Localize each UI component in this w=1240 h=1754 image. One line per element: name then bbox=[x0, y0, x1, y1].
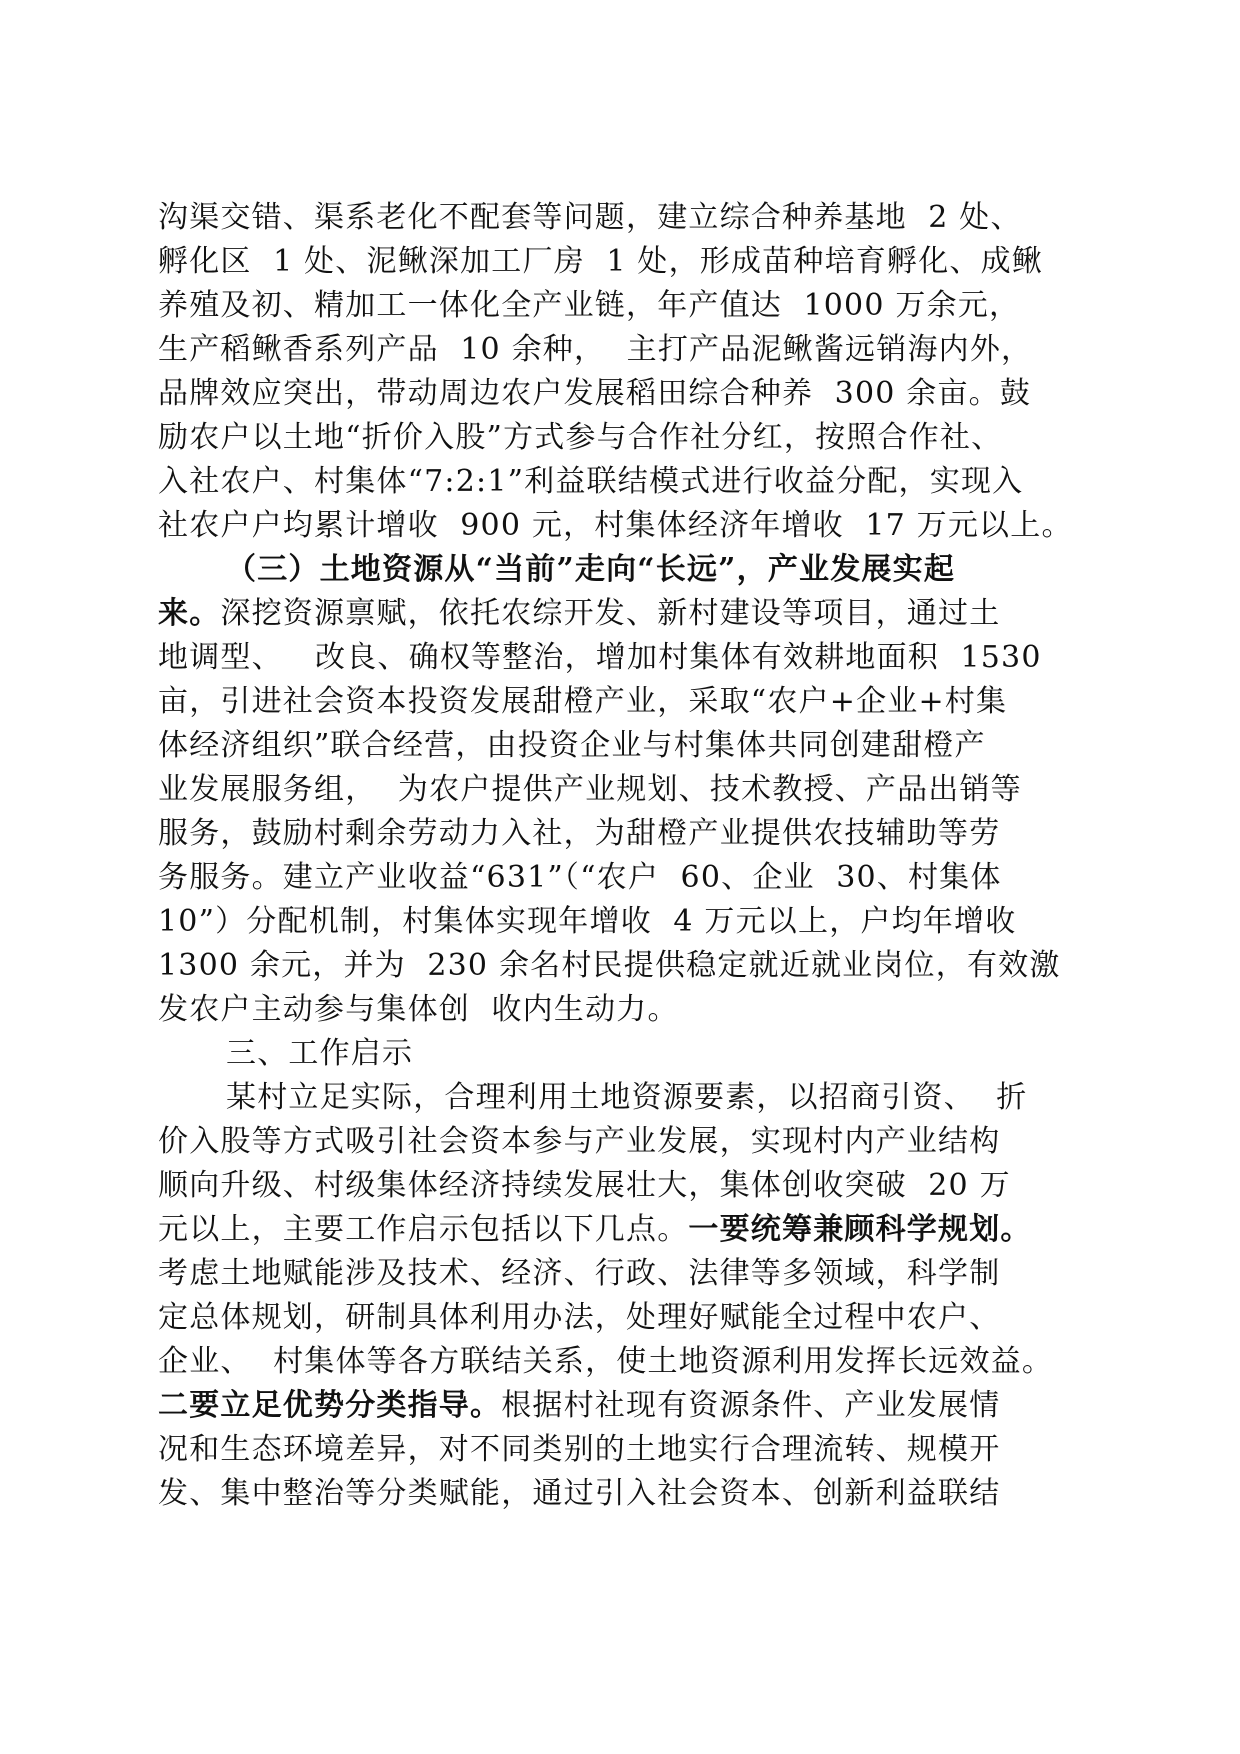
paragraph-line: 体经济组织”联合经营，由投资企业与村集体共同创建甜橙产 bbox=[158, 728, 986, 763]
paragraph-line: 亩，引进社会资本投资发展甜橙产业，采取“农户+企业+村集 bbox=[158, 684, 1008, 719]
paragraph-line: 顺向升级、村级集体经济持续发展壮大，集体创收突破 20 万 bbox=[158, 1168, 1011, 1203]
paragraph-line: 沟渠交错、渠系老化不配套等问题，建立综合种养基地 2 处、 bbox=[158, 200, 1022, 235]
paragraph-text: 元以上，主要工作启示包括以下几点。 bbox=[158, 1212, 689, 1247]
document-body bbox=[158, 196, 1082, 1516]
paragraph-line: 养殖及初、精加工一体化全产业链，年产值达 1000 万余元， bbox=[158, 288, 1021, 323]
paragraph-line: 入社农户、村集体“7:2:1”利益联结模式进行收益分配，实现入 bbox=[158, 464, 1024, 499]
paragraph-line: 定总体规划，研制具体利用办法，处理好赋能全过程中农户、 bbox=[158, 1300, 1001, 1335]
paragraph-line: 10”）分配机制，村集体实现年增收 4 万元以上，户均年增收 bbox=[158, 904, 1017, 939]
paragraph-line: 生产稻鳅香系列产品 10 余种， 主打产品泥鳅酱远销海内外， bbox=[158, 332, 1033, 367]
paragraph-line: 企业、 村集体等各方联结关系，使土地资源利用发挥长远效益。 bbox=[158, 1344, 1054, 1379]
paragraph-line: 1300 余元，并为 230 余名村民提供稳定就近就业岗位，有效激 bbox=[158, 948, 1061, 983]
section-title: 三、工作启示 bbox=[226, 1036, 414, 1071]
paragraph-line: 务服务。建立产业收益“631”（“农户 60、企业 30、村集体 bbox=[158, 860, 1002, 895]
paragraph-line bbox=[158, 1208, 1082, 1252]
paragraph-line: 发农户主动参与集体创 收内生动力。 bbox=[158, 992, 679, 1027]
key-point-heading: 一要统筹兼顾科学规划。 bbox=[688, 1212, 1032, 1247]
paragraph-line: 品牌效应突出，带动周边农户发展稻田综合种养 300 余亩。鼓 bbox=[158, 376, 1032, 411]
subsection-heading: （三）土地资源从“当前”走向“长远”，产业发展实起 bbox=[226, 552, 956, 587]
paragraph-line: 价入股等方式吸引社会资本参与产业发展，实现村内产业结构 bbox=[158, 1124, 1001, 1159]
paragraph-text: 根据村社现有资源条件、产业发展情 bbox=[501, 1388, 1001, 1423]
paragraph-line: 业发展服务组， 为农户提供产业规划、技术教授、产品出销等 bbox=[158, 772, 1022, 807]
paragraph-line: 况和生态环境差异，对不同类别的土地实行合理流转、规模开 bbox=[158, 1432, 1001, 1467]
paragraph-line: 励农户以土地“折价入股”方式参与合作社分红，按照合作社、 bbox=[158, 420, 1003, 455]
paragraph-line: 某村立足实际，合理利用土地资源要素，以招商引资、 折 bbox=[226, 1080, 1028, 1115]
paragraph-line: 地调型、 改良、确权等整治，增加村集体有效耕地面积 1530 bbox=[158, 640, 1042, 675]
paragraph-line: 发、集中整治等分类赋能，通过引入社会资本、创新利益联结 bbox=[158, 1476, 1001, 1511]
paragraph-line: 考虑土地赋能涉及技术、经济、行政、法律等多领域，科学制 bbox=[158, 1256, 1001, 1291]
paragraph-text: 深挖资源禀赋，依托农综开发、新村建设等项目，通过土 bbox=[220, 596, 1001, 631]
paragraph-line: 孵化区 1 处、泥鳅深加工厂房 1 处，形成苗种培育孵化、成鳅 bbox=[158, 244, 1043, 279]
paragraph-line bbox=[158, 1384, 1082, 1428]
paragraph-line: 社农户户均累计增收 900 元，村集体经济年增收 17 万元以上。 bbox=[158, 508, 1073, 543]
paragraph-line: 服务，鼓励村剩余劳动力入社，为甜橙产业提供农技辅助等劳 bbox=[158, 816, 1001, 851]
paragraph-line bbox=[158, 592, 1082, 636]
subsection-heading-tail: 来。 bbox=[158, 596, 221, 631]
key-point-heading: 二要立足优势分类指导。 bbox=[158, 1388, 502, 1423]
